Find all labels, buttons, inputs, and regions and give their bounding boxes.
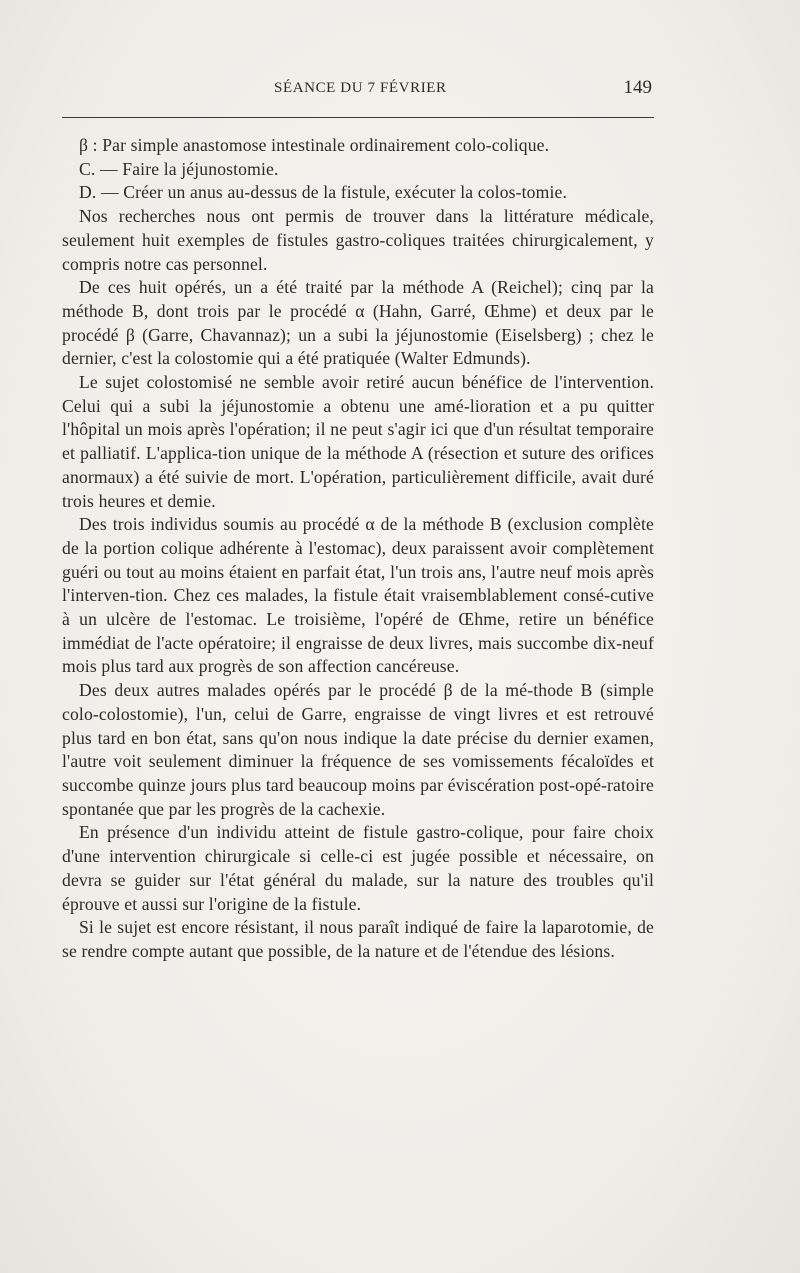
- paragraph-si-le-sujet: Si le sujet est encore résistant, il nous paraît indiqué de faire la laparotomie, de se rendre compte autant que possible, de la nature et de l'étendue des lésions.: [62, 917, 654, 961]
- header-rule: [62, 117, 654, 118]
- paragraph-deux-autres: Des deux autres malades opérés par le procédé β de la mé-thode B (simple colo-colostomie), l'un, celui de Garre, engraisse de vingt livres et est retrouvé plus tard en bon état, sans qu'on nous indique la date précise du dernier examen, l'autre voit seulement diminuer la fréquence de ses vomissements fécaloïdes et succombe quinze jours plus tard beaucoup moins par éviscération post-opé-ratoire spontanée que par les progrès de la cachexie.: [62, 680, 654, 819]
- body-text: [62, 134, 654, 964]
- paragraph-huit-operes: De ces huit opérés, un a été traité par la méthode A (Reichel); cinq par la méthode B, dont trois par le procédé α (Hahn, Garré, Œhme) et deux par le procédé β (Garre, Chavannaz); un a subi la jéjunostomie (Eiselsberg) ; chez le dernier, c'est la colostomie qui a été pratiquée (Walter Edmunds).: [62, 277, 654, 369]
- paragraph-trois-individus: Des trois individus soumis au procédé α de la méthode B (exclusion complète de la portion colique adhérente à l'estomac), deux paraissent avoir complètement guéri ou tout au moins étaient en parfait état, l'un trois ans, l'autre neuf mois après l'interven-tion. Chez ces malades, la fistule était vraisemblablement consé-cutive à un ulcère de l'estomac. Le troisième, l'opéré de Œhme, retire un bénéfice immédiat de l'acte opératoire; il engraisse de deux livres, mais succombe dix-neuf mois plus tard aux progrès de son affection cancéreuse.: [62, 514, 654, 677]
- page-header: [62, 74, 654, 102]
- paragraph-beta: β : Par simple anastomose intestinale ordinairement colo-colique.: [79, 135, 550, 155]
- paragraph-c: C. — Faire la jéjunostomie.: [79, 158, 279, 179]
- paragraph-d: D. — Créer un anus au-dessus de la fistule, exécuter la colos-tomie.: [79, 182, 568, 203]
- paragraph-colostomise: Le sujet colostomisé ne semble avoir retiré aucun bénéfice de l'intervention. Celui qui a subi la jéjunostomie a obtenu une amé-lioration et a pu quitter l'hôpital un mois après l'opération; il ne peut s'agir ici que d'un résultat temporaire et palliatif. L'applica-tion unique de la méthode A (résection et suture des orifices anormaux) a été suivie de mort. L'opération, particulièrement difficile, avait duré trois heures et demie.: [62, 372, 654, 511]
- page-number: 149: [623, 77, 652, 98]
- paragraph-recherches: Nos recherches nous ont permis de trouver dans la littérature médicale, seulement huit exemples de fistules gastro-coliques traitées chirurgicalement, y compris notre cas personnel.: [62, 206, 654, 274]
- running-title: SÉANCE DU 7 FÉVRIER: [274, 80, 447, 96]
- paragraph-en-presence: En présence d'un individu atteint de fistule gastro-colique, pour faire choix d'une intervention chirurgicale si celle-ci est jugée possible et nécessaire, on devra se guider sur l'état général du malade, sur la nature des troubles qu'il éprouve et aussi sur l'origine de la fistule.: [62, 822, 654, 914]
